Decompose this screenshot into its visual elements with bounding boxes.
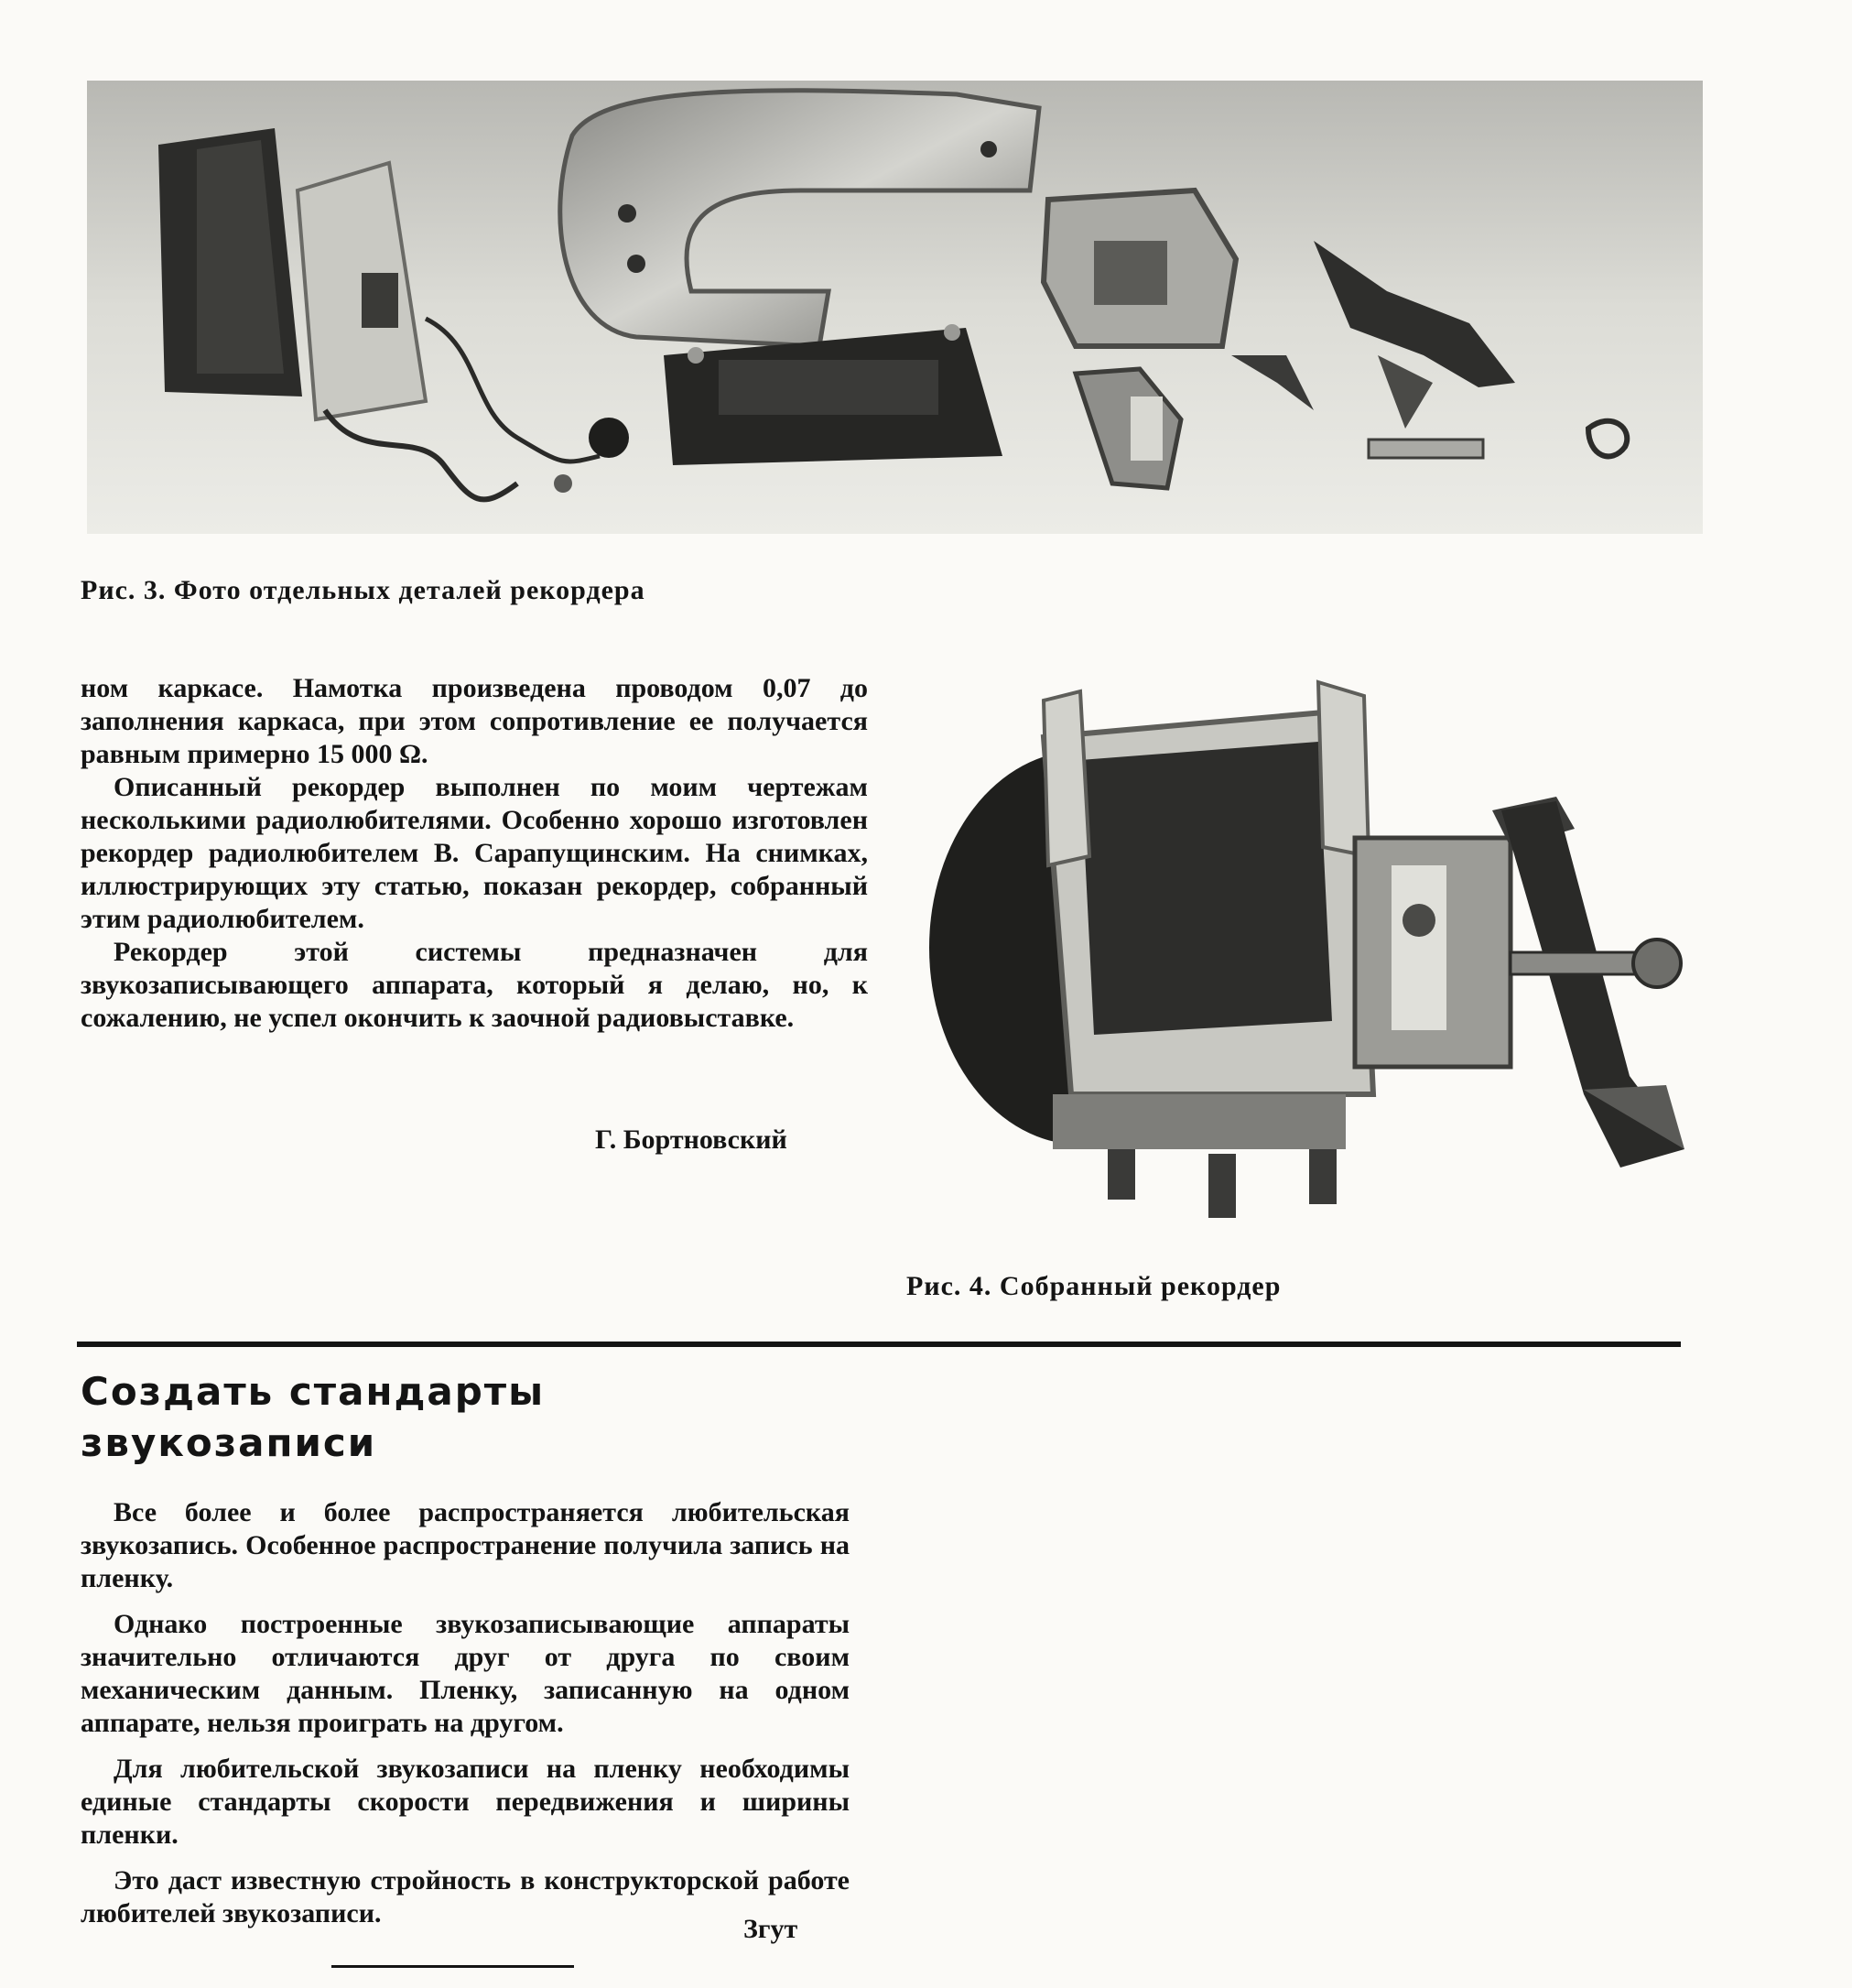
article-1-paragraph-3: Рекордер этой системы предназначен для звукозаписывающего аппарата, который я делаю, но, к сожалению, не успел окончить к заочной радиовыставке. (81, 937, 868, 1033)
article-2-body (81, 1496, 850, 1930)
article-2-paragraph-4: Это даст известную стройность в конструкторской работе любителей звукозаписи. (81, 1865, 850, 1928)
article-2-author: Згут (743, 1914, 798, 1944)
article-2-paragraph-3: Для любительской звукозаписи на пленку необходимы единые стандарты скорости передвижения и ширины пленки. (81, 1754, 850, 1850)
article-2-title-line-1: Создать стандарты (81, 1369, 546, 1414)
article-2-title (81, 1366, 904, 1469)
article-1-paragraph-2: Описанный рекордер выполнен по моим чертежам несколькими радиолюбителями. Особенно хорошо изготовлен рекордер радиолюбителем В. Сарапущинским. На снимках, иллюстрирующих эту статью, показан рекордер, собранный этим радиолюбителем. (81, 772, 868, 934)
article-1-body (81, 672, 868, 1035)
article-1-paragraph-1: ном каркасе. Намотка произведена проводом 0,07 до заполнения каркаса, при этом сопротивление ее получается равным примерно 15 000 Ω. (81, 673, 868, 769)
photo-assembled-recorder (915, 673, 1689, 1259)
article-2-paragraph-1: Все более и более распространяется любительская звукозапись. Особенное распространение получила запись на пленку. (81, 1497, 850, 1593)
article-2-title-line-2: звукозаписи (81, 1420, 377, 1465)
section-divider (77, 1342, 1681, 1347)
end-rule (331, 1965, 574, 1968)
photo-recorder-parts (87, 81, 1703, 534)
figure-3-caption: Рис. 3. Фото отдельных деталей рекордера (81, 575, 645, 605)
article-1-author: Г. Бортновский (595, 1124, 787, 1155)
article-2-paragraph-2: Однако построенные звукозаписывающие аппараты значительно отличаются друг от друга по своим механическим данным. Пленку, записанную на одном аппарате, нельзя проиграть на другом. (81, 1609, 850, 1738)
figure-4-caption: Рис. 4. Собранный рекордер (906, 1271, 1282, 1301)
